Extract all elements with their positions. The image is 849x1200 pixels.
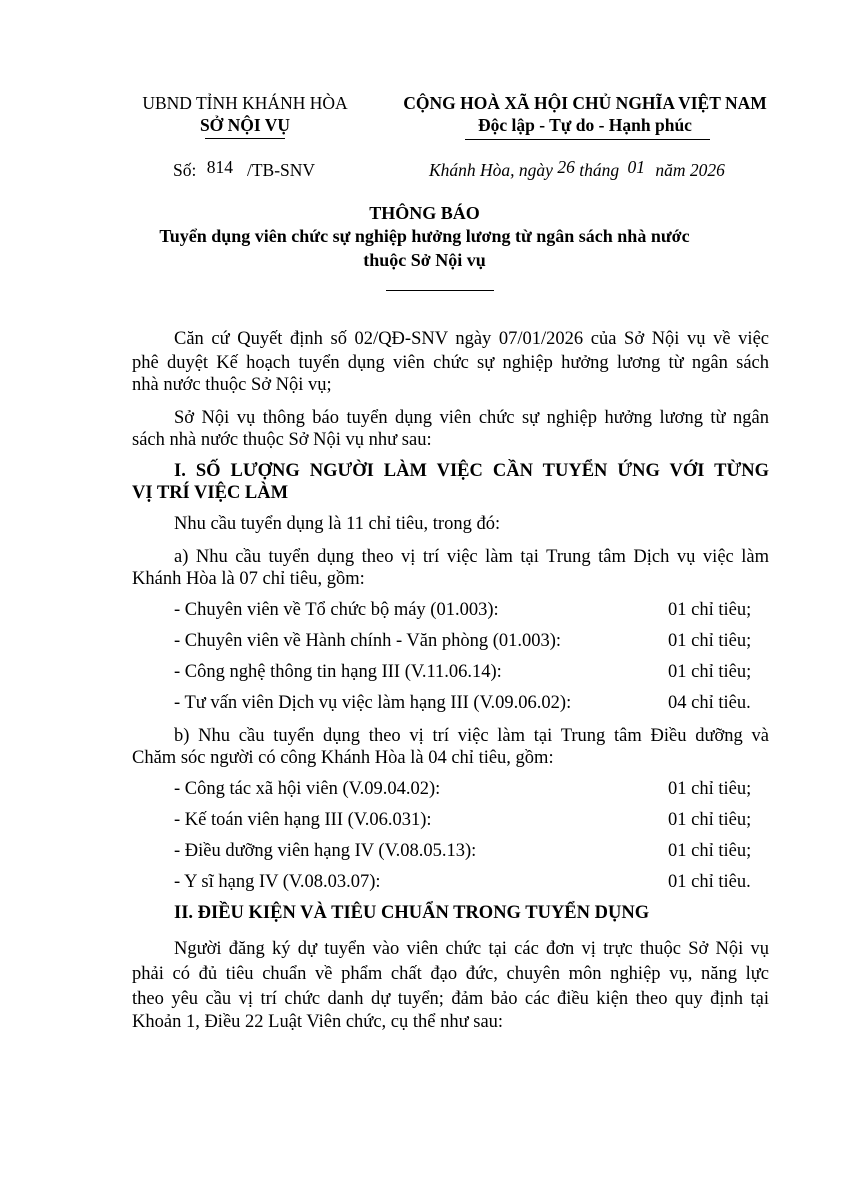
doc-number-prefix: Số: (173, 160, 197, 180)
section2-p-line4: Khoản 1, Điều 22 Luật Viên chức, cụ thể như sau: (132, 1012, 504, 1032)
intro-p1-line1: Căn cứ Quyết định số 02/QĐ-SNV ngày 07/01/2026 của Sở Nội vụ về việc (174, 329, 769, 349)
intro-p2-line1: Sở Nội vụ thông báo tuyển dụng viên chức sự nghiệp hưởng lương từ ngân (174, 408, 769, 428)
b-item-quota: 01 chỉ tiêu. (668, 872, 751, 892)
org-name: SỞ NỘI VỤ (199, 115, 291, 135)
org-underline (205, 138, 285, 139)
motto-underline (465, 139, 710, 140)
b-item-quota: 01 chỉ tiêu; (668, 810, 752, 830)
date-month: 01 (627, 157, 645, 177)
b-item-quota: 01 chỉ tiêu; (668, 841, 752, 861)
a-item-quota: 04 chỉ tiêu. (668, 693, 751, 713)
doc-subject-line2: thuộc Sở Nội vụ (363, 250, 486, 270)
doc-subject-line1: Tuyển dụng viên chức sự nghiệp hưởng lương từ ngân sách nhà nước (159, 226, 690, 246)
a-item-label: - Chuyên viên về Hành chính - Văn phòng (01.003): (174, 631, 562, 651)
section2-p-line3: theo yêu cầu vị trí chức danh dự tuyển; đảm bảo các điều kiện theo quy định tại (132, 989, 769, 1009)
doc-number-line (173, 157, 316, 181)
section1-a-line2: Khánh Hòa là 07 chỉ tiêu, gồm: (132, 569, 365, 589)
b-item-label: - Công tác xã hội viên (V.09.04.02): (174, 779, 441, 799)
intro-p2-line2: sách nhà nước thuộc Sở Nội vụ như sau: (132, 430, 432, 450)
intro-p1-line2: phê duyệt Kế hoạch tuyển dụng viên chức sự nghiệp hưởng lương từ ngân sách (132, 353, 769, 373)
a-item-label: - Chuyên viên về Tổ chức bộ máy (01.003): (174, 600, 499, 620)
section2-p-line2: phải có đủ tiêu chuẩn về phẩm chất đạo đức, chuyên môn nghiệp vụ, năng lực (132, 964, 769, 984)
doc-number: 814 (206, 157, 233, 177)
org-parent: UBND TỈNH KHÁNH HÒA (142, 93, 348, 113)
date-month-label: tháng (579, 160, 620, 180)
a-item-label: - Công nghệ thông tin hạng III (V.11.06.14): (174, 662, 502, 682)
place-date (429, 157, 725, 181)
b-item-label: - Y sĩ hạng IV (V.08.03.07): (174, 872, 381, 892)
section2-p-line1: Người đăng ký dự tuyển vào viên chức tại các đơn vị trực thuộc Sở Nội vụ (174, 939, 769, 959)
section1-summary: Nhu cầu tuyển dụng là 11 chỉ tiêu, trong đó: (174, 514, 501, 534)
intro-p1-line3: nhà nước thuộc Sở Nội vụ; (132, 375, 332, 395)
section1-a-line1: a) Nhu cầu tuyển dụng theo vị trí việc làm tại Trung tâm Dịch vụ việc làm (174, 547, 769, 567)
section1-b-line1: b) Nhu cầu tuyển dụng theo vị trí việc làm tại Trung tâm Điều dưỡng và (174, 726, 769, 746)
motto: Độc lập - Tự do - Hạnh phúc (478, 115, 692, 135)
section1-b-line2: Chăm sóc người có công Khánh Hòa là 04 chỉ tiêu, gồm: (132, 748, 554, 768)
place-date-prefix: Khánh Hòa, ngày (429, 160, 553, 180)
section1-heading-line2: VỊ TRÍ VIỆC LÀM (132, 483, 289, 503)
b-item-quota: 01 chỉ tiêu; (668, 779, 752, 799)
a-item-label: - Tư vấn viên Dịch vụ việc làm hạng III (V.09.06.02): (174, 693, 572, 713)
date-day: 26 (557, 157, 575, 177)
a-item-quota: 01 chỉ tiêu; (668, 631, 752, 651)
date-year: năm 2026 (655, 160, 725, 180)
doc-type-title: THÔNG BÁO (369, 203, 480, 223)
a-item-quota: 01 chỉ tiêu; (668, 600, 752, 620)
country-name: CỘNG HOÀ XÃ HỘI CHỦ NGHĨA VIỆT NAM (403, 93, 767, 113)
title-underline (386, 290, 494, 291)
section1-heading-line1: I. SỐ LƯỢNG NGƯỜI LÀM VIỆC CẦN TUYỂN ỨNG VỚI TỪNG (174, 461, 769, 481)
b-item-label: - Kế toán viên hạng III (V.06.031): (174, 810, 432, 830)
section2-heading: II. ĐIỀU KIỆN VÀ TIÊU CHUẨN TRONG TUYỂN DỤNG (174, 903, 650, 923)
doc-number-suffix: /TB-SNV (246, 160, 316, 180)
b-item-label: - Điều dưỡng viên hạng IV (V.08.05.13): (174, 841, 477, 861)
a-item-quota: 01 chỉ tiêu; (668, 662, 752, 682)
